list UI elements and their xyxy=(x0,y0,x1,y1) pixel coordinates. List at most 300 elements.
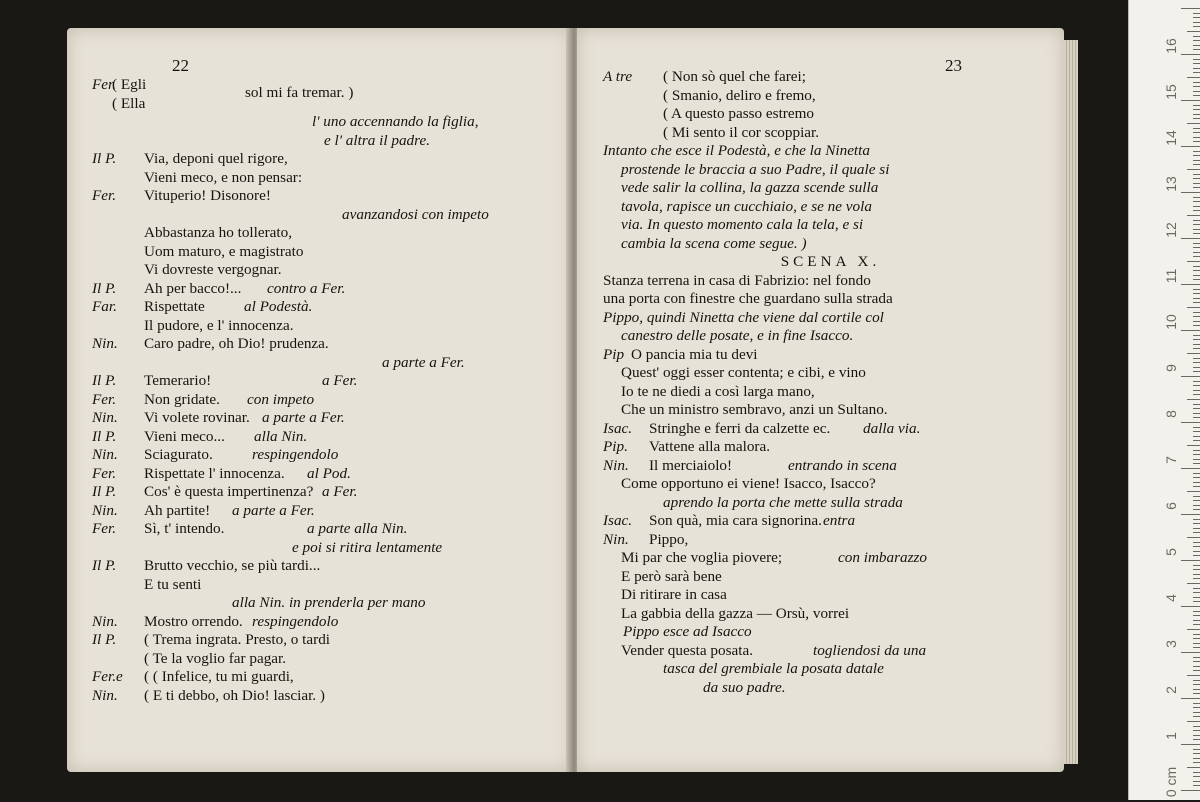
text-line xyxy=(603,586,1058,605)
ruler-label: 9 xyxy=(1163,364,1179,372)
speaker-label: Il P. xyxy=(92,150,117,167)
ruler-tick xyxy=(1193,680,1200,681)
speaker-label: Il P. xyxy=(92,631,117,648)
ruler-tick xyxy=(1181,514,1200,515)
stage-direction: e poi si ritira lentamente xyxy=(292,538,443,556)
ruler-tick xyxy=(1187,31,1200,32)
dialogue-text: Pippo, xyxy=(649,530,689,548)
ruler-tick xyxy=(1193,247,1200,248)
ruler-tick xyxy=(1193,785,1200,786)
ruler-tick xyxy=(1187,123,1200,124)
ruler-tick xyxy=(1193,381,1200,382)
stage-direction: dalla via. xyxy=(863,419,921,437)
ruler-tick xyxy=(1193,620,1200,621)
speaker-label: Fer. xyxy=(92,76,117,93)
ruler-tick xyxy=(1193,335,1200,336)
stage-direction: a parte alla Nin. xyxy=(307,520,408,537)
ruler-tick xyxy=(1193,358,1200,359)
measurement-ruler xyxy=(1128,0,1200,800)
ruler-tick xyxy=(1193,109,1200,110)
ruler-tick xyxy=(1193,440,1200,441)
speaker-label: Fer. xyxy=(92,464,117,482)
ruler-tick xyxy=(1187,77,1200,78)
ruler-tick xyxy=(1193,666,1200,667)
text-line xyxy=(92,372,562,391)
ruler-tick xyxy=(1193,551,1200,552)
text-line xyxy=(603,642,1058,661)
ruler-tick xyxy=(1181,192,1200,193)
ruler-tick xyxy=(1193,174,1200,175)
ruler-tick xyxy=(1193,528,1200,529)
ruler-label: 11 xyxy=(1163,268,1179,284)
ruler-tick xyxy=(1181,238,1200,239)
speaker-label: Far. xyxy=(92,298,117,315)
ruler-tick xyxy=(1193,26,1200,27)
ruler-tick xyxy=(1193,523,1200,524)
ruler-tick xyxy=(1193,611,1200,612)
text-line xyxy=(603,235,1058,254)
text-line xyxy=(603,475,1058,494)
dialogue-text: ( E ti debbo, oh Dio! lasciar. ) xyxy=(144,686,325,704)
ruler-tick xyxy=(1193,151,1200,152)
stage-direction: tasca del grembiale la posata datale xyxy=(663,660,884,677)
ruler-tick xyxy=(1187,721,1200,722)
ruler-tick xyxy=(1193,509,1200,510)
ruler-tick xyxy=(1181,54,1200,55)
ruler-tick xyxy=(1193,703,1200,704)
dialogue-text: Rispettate l' innocenza. xyxy=(144,464,285,482)
text-line xyxy=(603,623,1058,642)
ruler-tick xyxy=(1193,427,1200,428)
ruler-tick xyxy=(1181,146,1200,147)
page-number-right: 23 xyxy=(945,56,962,75)
ruler-tick xyxy=(1193,220,1200,221)
ruler-tick xyxy=(1193,385,1200,386)
ruler-tick xyxy=(1193,482,1200,483)
dialogue-text: Ah per bacco!... xyxy=(144,279,242,297)
speaker-label: A tre xyxy=(603,68,633,85)
ruler-label: 4 xyxy=(1163,594,1179,602)
dialogue-text: ( Ella xyxy=(112,94,146,112)
dialogue-text: Vi dovreste vergognar. xyxy=(144,261,282,278)
dialogue-text: Il merciaiolo! xyxy=(649,456,733,474)
text-line xyxy=(603,438,1058,457)
ruler-tick xyxy=(1193,735,1200,736)
speaker-label: Nin. xyxy=(92,501,118,519)
speaker-label: Fer. xyxy=(92,187,117,204)
dialogue-text: ( Egli xyxy=(112,76,147,93)
speaker-label: Isac. xyxy=(603,512,633,529)
dialogue-text: Io te ne diedi a così larga mano, xyxy=(621,382,815,400)
ruler-tick xyxy=(1193,105,1200,106)
ruler-tick xyxy=(1193,555,1200,556)
speaker-label: Il P. xyxy=(92,372,117,389)
stage-direction: con impeto xyxy=(247,390,315,408)
dialogue-text: ( Smanio, deliro e fremo, xyxy=(663,86,816,104)
ruler-tick xyxy=(1193,643,1200,644)
ruler-tick xyxy=(1193,417,1200,418)
ruler-label: 3 xyxy=(1163,640,1179,648)
ruler-tick xyxy=(1193,753,1200,754)
ruler-tick xyxy=(1193,670,1200,671)
ruler-tick xyxy=(1187,767,1200,768)
stage-direction: al Pod. xyxy=(307,464,351,482)
dialogue-text: E tu senti xyxy=(144,575,202,593)
ruler-tick xyxy=(1193,749,1200,750)
dialogue-text: Non gridate. xyxy=(144,390,220,408)
ruler-tick xyxy=(1193,312,1200,313)
text-line xyxy=(603,142,1058,161)
dialogue-text: Vender questa posata. xyxy=(621,641,753,659)
ruler-label: 1 xyxy=(1163,732,1179,740)
dialogue-text: Temerario! xyxy=(144,372,212,389)
ruler-tick xyxy=(1193,689,1200,690)
text-line xyxy=(603,364,1058,383)
dialogue-text: ( Non sò quel che farei; xyxy=(663,68,806,85)
text-line xyxy=(603,457,1058,476)
text-line xyxy=(92,446,562,465)
text-line xyxy=(603,68,1058,87)
dialogue-text: Vi volete rovinar. xyxy=(144,409,250,426)
ruler-tick xyxy=(1193,95,1200,96)
ruler-tick xyxy=(1181,330,1200,331)
ruler-tick xyxy=(1193,362,1200,363)
speaker-label: Pip. xyxy=(603,438,628,455)
ruler-tick xyxy=(1181,100,1200,101)
ruler-tick xyxy=(1193,776,1200,777)
dialogue-text: Brutto vecchio, se più tardi... xyxy=(144,557,321,574)
stage-direction: via. In questo momento cala la tela, e si xyxy=(621,216,864,233)
ruler-tick xyxy=(1193,160,1200,161)
ruler-tick xyxy=(1193,519,1200,520)
ruler-tick xyxy=(1193,730,1200,731)
stage-direction: entrando in scena xyxy=(788,456,897,474)
text-line xyxy=(603,679,1058,698)
stage-direction: a parte a Fer. xyxy=(232,501,315,519)
ruler-tick xyxy=(1193,657,1200,658)
ruler-tick xyxy=(1193,390,1200,391)
ruler-tick xyxy=(1181,790,1200,791)
ruler-tick xyxy=(1193,243,1200,244)
text-line xyxy=(603,290,1058,309)
speaker-label: Il P. xyxy=(92,557,117,574)
ruler-tick xyxy=(1193,91,1200,92)
speaker-label: Pip xyxy=(603,345,625,363)
ruler-tick xyxy=(1193,661,1200,662)
ruler-tick xyxy=(1193,68,1200,69)
ruler-tick xyxy=(1193,137,1200,138)
ruler-tick xyxy=(1193,302,1200,303)
text-line xyxy=(603,272,1058,291)
dialogue-text: Vieni meco, e non pensar: xyxy=(144,168,303,186)
ruler-tick xyxy=(1187,399,1200,400)
stage-direction: contro a Fer. xyxy=(267,279,346,297)
page-number-left: 22 xyxy=(172,56,189,75)
text-line xyxy=(92,113,562,132)
ruler-tick xyxy=(1193,450,1200,451)
ruler-tick xyxy=(1193,224,1200,225)
ruler-tick xyxy=(1193,624,1200,625)
ruler-tick xyxy=(1187,583,1200,584)
ruler-tick xyxy=(1193,114,1200,115)
dialogue-text: La gabbia della gazza — Orsù, vorrei xyxy=(621,604,850,622)
ruler-tick xyxy=(1193,86,1200,87)
speaker-label: Il P. xyxy=(92,427,117,445)
text-line xyxy=(92,687,562,706)
ruler-tick xyxy=(1193,36,1200,37)
ruler-tick xyxy=(1187,445,1200,446)
dialogue-text: ( ( Infelice, tu mi guardi, xyxy=(144,668,294,685)
left-page xyxy=(67,28,572,772)
ruler-tick xyxy=(1193,408,1200,409)
text-line xyxy=(92,224,562,243)
ruler-tick xyxy=(1181,652,1200,653)
dialogue-text: Vituperio! Disonore! xyxy=(144,187,271,204)
stage-direction: a Fer. xyxy=(322,483,358,500)
ruler-tick xyxy=(1193,569,1200,570)
text-line xyxy=(92,391,562,410)
dialogue-text: Cos' è questa impertinenza? xyxy=(144,483,314,500)
dialogue-text: ( Mi sento il cor scoppiar. xyxy=(663,123,820,141)
ruler-label: 16 xyxy=(1163,38,1179,54)
text-line xyxy=(603,494,1058,513)
ruler-tick xyxy=(1193,436,1200,437)
ruler-tick xyxy=(1193,638,1200,639)
speaker-label: Nin. xyxy=(92,335,118,352)
text-line xyxy=(92,409,562,428)
ruler-tick xyxy=(1193,256,1200,257)
ruler-tick xyxy=(1193,321,1200,322)
text-line xyxy=(92,169,562,188)
text-line xyxy=(603,105,1058,124)
ruler-tick xyxy=(1193,49,1200,50)
ruler-tick xyxy=(1193,496,1200,497)
ruler-tick xyxy=(1181,468,1200,469)
text-line xyxy=(603,327,1058,346)
ruler-tick xyxy=(1193,22,1200,23)
stage-direction: Pippo, quindi Ninetta che viene dal cortile col xyxy=(603,308,884,326)
ruler-tick xyxy=(1193,339,1200,340)
text-line xyxy=(92,298,562,317)
ruler-tick xyxy=(1193,155,1200,156)
speaker-label: Nin. xyxy=(603,456,629,474)
dialogue-text: Caro padre, oh Dio! prudenza. xyxy=(144,335,329,352)
ruler-tick xyxy=(1193,63,1200,64)
ruler-tick xyxy=(1181,560,1200,561)
text-line xyxy=(92,354,562,373)
ruler-tick xyxy=(1193,178,1200,179)
ruler-tick xyxy=(1193,40,1200,41)
ruler-tick xyxy=(1193,781,1200,782)
text-line xyxy=(92,483,562,502)
ruler-tick xyxy=(1193,197,1200,198)
ruler-tick xyxy=(1193,367,1200,368)
ruler-tick xyxy=(1187,215,1200,216)
dialogue-text: Via, deponi quel rigore, xyxy=(144,150,288,167)
ruler-tick xyxy=(1193,13,1200,14)
dialogue-text: Sciagurato. xyxy=(144,446,213,463)
ruler-tick xyxy=(1193,597,1200,598)
text-line xyxy=(92,520,562,539)
ruler-tick xyxy=(1193,574,1200,575)
stage-direction: entra xyxy=(823,512,856,529)
ruler-tick xyxy=(1193,726,1200,727)
stage-direction: Pippo esce ad Isacco xyxy=(623,623,752,640)
ruler-tick xyxy=(1193,270,1200,271)
right-page-text xyxy=(603,68,1058,697)
ruler-tick xyxy=(1193,615,1200,616)
text-line xyxy=(603,253,1058,272)
stage-direction: togliendosi da una xyxy=(813,641,927,659)
speaker-label: Isac. xyxy=(603,419,633,437)
ruler-tick xyxy=(1193,82,1200,83)
ruler-tick xyxy=(1187,675,1200,676)
ruler-tick xyxy=(1193,684,1200,685)
stage-direction: respingendolo xyxy=(252,612,339,630)
speaker-label: Il P. xyxy=(92,483,117,500)
ruler-tick xyxy=(1187,261,1200,262)
brace-text: sol mi fa tremar. ) xyxy=(245,84,354,101)
ruler-tick xyxy=(1193,758,1200,759)
ruler-tick xyxy=(1193,565,1200,566)
dialogue-text: Quest' oggi esser contenta; e cibi, e vino xyxy=(621,364,866,381)
ruler-tick xyxy=(1187,169,1200,170)
speaker-label: Il P. xyxy=(92,279,117,297)
page-edges xyxy=(1064,40,1078,764)
ruler-tick xyxy=(1193,634,1200,635)
ruler-label: 8 xyxy=(1163,410,1179,418)
text-line xyxy=(92,280,562,299)
ruler-tick xyxy=(1193,505,1200,506)
ruler-tick xyxy=(1193,316,1200,317)
text-line xyxy=(92,502,562,521)
text-line xyxy=(92,261,562,280)
ruler-tick xyxy=(1193,592,1200,593)
ruler-label: 7 xyxy=(1163,456,1179,464)
ruler-tick xyxy=(1193,371,1200,372)
ruler-tick xyxy=(1193,546,1200,547)
ruler-tick xyxy=(1193,486,1200,487)
ruler-tick xyxy=(1193,348,1200,349)
ruler-tick xyxy=(1193,206,1200,207)
ruler-tick xyxy=(1193,201,1200,202)
text-line xyxy=(92,317,562,336)
ruler-tick xyxy=(1193,739,1200,740)
speaker-label: Nin. xyxy=(92,612,118,630)
ruler-tick xyxy=(1193,578,1200,579)
dialogue-text: Il pudore, e l' innocenza. xyxy=(144,316,294,334)
ruler-tick xyxy=(1193,293,1200,294)
text-line xyxy=(603,309,1058,328)
ruler-label: 6 xyxy=(1163,502,1179,510)
text-line xyxy=(92,150,562,169)
ruler-tick xyxy=(1193,473,1200,474)
ruler-tick xyxy=(1181,744,1200,745)
ruler-label: 13 xyxy=(1163,176,1179,192)
text-line xyxy=(603,87,1058,106)
ruler-tick xyxy=(1193,463,1200,464)
ruler-tick xyxy=(1193,279,1200,280)
ruler-tick xyxy=(1193,118,1200,119)
ruler-tick xyxy=(1193,164,1200,165)
dialogue-text: Abbastanza ho tollerato, xyxy=(144,224,293,241)
right-page xyxy=(577,28,1064,772)
text-line xyxy=(603,401,1058,420)
stage-direction: vede salir la collina, la gazza scende sulla xyxy=(621,179,879,196)
text-line xyxy=(92,668,562,687)
ruler-tick xyxy=(1193,413,1200,414)
ruler-tick xyxy=(1193,266,1200,267)
stage-direction: aprendo la porta che mette sulla strada xyxy=(663,493,903,511)
text-line xyxy=(603,605,1058,624)
speaker-label: Nin. xyxy=(92,446,118,463)
ruler-tick xyxy=(1193,477,1200,478)
text-line xyxy=(92,557,562,576)
text-line xyxy=(92,465,562,484)
ruler-tick xyxy=(1193,132,1200,133)
stage-direction: a parte a Fer. xyxy=(382,353,465,371)
text-line xyxy=(92,132,562,151)
stage-direction: respingendolo xyxy=(252,446,339,463)
ruler-tick xyxy=(1181,284,1200,285)
stage-direction: l' uno accennando la figlia, xyxy=(312,113,479,130)
ruler-tick xyxy=(1187,629,1200,630)
speaker-label: Nin. xyxy=(603,530,629,548)
text-line xyxy=(603,216,1058,235)
text-line xyxy=(92,594,562,613)
ruler-label: 10 xyxy=(1163,314,1179,330)
speaker-label: Nin. xyxy=(92,686,118,704)
dialogue-text: ( A questo passo estremo xyxy=(663,105,815,122)
stage-direction: cambia la scena come segue. ) xyxy=(621,234,807,252)
stage-direction: avanzandosi con impeto xyxy=(342,205,489,223)
stage-direction: e l' altra il padre. xyxy=(324,131,431,149)
stage-direction: a Fer. xyxy=(322,372,358,389)
stage-direction: al Podestà. xyxy=(244,298,313,315)
dialogue-text: Son quà, mia cara signorina. xyxy=(649,512,822,529)
dialogue-text: Che un ministro sembravo, anzi un Sultano. xyxy=(621,401,888,418)
ruler-tick xyxy=(1193,229,1200,230)
ruler-tick xyxy=(1181,698,1200,699)
dialogue-text: Stringhe e ferri da calzette ec. xyxy=(649,419,831,437)
dialogue-text: Come opportuno ei viene! Isacco, Isacco? xyxy=(621,475,876,492)
dialogue-text: Vieni meco... xyxy=(144,427,225,445)
ruler-tick xyxy=(1193,141,1200,142)
ruler-tick xyxy=(1193,601,1200,602)
text-line xyxy=(603,161,1058,180)
ruler-label: 14 xyxy=(1163,130,1179,146)
dialogue-text: O pancia mia tu devi xyxy=(631,345,758,363)
ruler-label: 2 xyxy=(1163,686,1179,694)
dialogue-text: Mostro orrendo. xyxy=(144,612,243,630)
ruler-tick xyxy=(1193,275,1200,276)
ruler-label: 15 xyxy=(1163,84,1179,100)
stage-direction: da suo padre. xyxy=(703,678,786,696)
ruler-tick xyxy=(1193,500,1200,501)
ruler-label: 5 xyxy=(1163,548,1179,556)
text-line xyxy=(92,206,562,225)
dialogue-text: Stanza terrena in casa di Fabrizio: nel fondo xyxy=(603,271,871,289)
dialogue-text: una porta con finestre che guardano sulla strada xyxy=(603,290,893,307)
ruler-tick xyxy=(1193,289,1200,290)
ruler-tick xyxy=(1193,431,1200,432)
ruler-tick xyxy=(1193,762,1200,763)
speaker-label: Nin. xyxy=(92,409,118,426)
text-line xyxy=(92,335,562,354)
ruler-tick xyxy=(1193,394,1200,395)
dialogue-text: Rispettate xyxy=(144,298,205,315)
dialogue-text: Uom maturo, e magistrato xyxy=(144,242,304,260)
